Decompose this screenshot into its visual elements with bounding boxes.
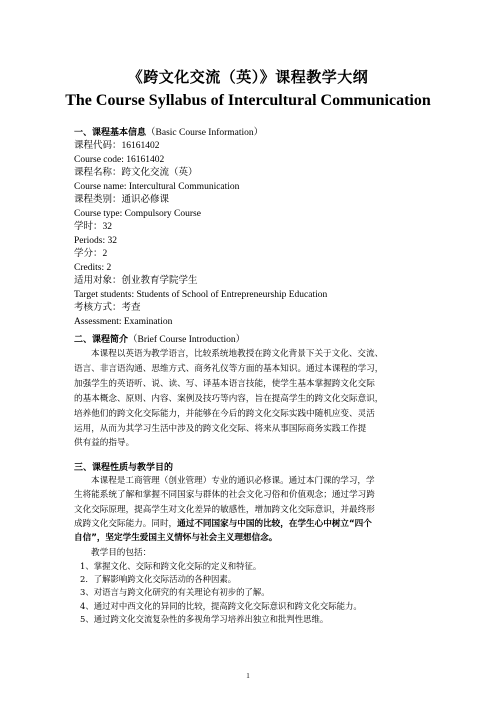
intro-line: 语言、非言语沟通、思维方式、商务礼仪等方面的基本知识。通过本课程的学习，: [74, 363, 384, 374]
course-type-cn: 课程类别：通识必修课: [74, 195, 170, 205]
target-students-cn: 适用对象：创业教育学院学生: [74, 276, 198, 286]
emphasis-text: 通过不同国家与中国的比较，在学生心中树立“四个: [177, 518, 372, 529]
document-title-chinese: 《跨文化交流（英）》课程教学大纲: [127, 68, 369, 86]
section-3-heading-cn: 三、课程性质与教学目的: [74, 463, 174, 473]
intro-line: 供有益的指导。: [74, 438, 135, 449]
section-3-heading: [74, 462, 173, 474]
document-title-english: The Course Syllabus of Intercultural Communication: [65, 92, 431, 109]
nature-line: 本课程是工商管理（创业管理）专业的通识必修课。通过本门课的学习，学: [91, 476, 375, 486]
list-item: 1、掌握文化、交际和跨文化交际的定义和特征。: [80, 561, 262, 571]
purpose-intro: 教学目的包括：: [91, 548, 152, 558]
section-1-heading-en: （Basic Course Information）: [146, 128, 264, 138]
section-1-heading-cn: 一、课程基本信息: [74, 128, 147, 138]
nature-line: 文化交际原理，提高学生对文化差异的敏感性，增加跨文化交际意识，并最终形: [74, 504, 375, 515]
intro-line: 的基本概念、原则、内容、案例及技巧等内容，旨在提高学生的跨文化交际意识，: [74, 393, 384, 404]
intro-line: 本课程以英语为教学语言，比较系统地教授在跨文化背景下关于文化、交流、: [91, 349, 384, 359]
intro-line: 运用，从而为其学习生活中涉及的跨文化交际、将来从事国际商务实践工作提: [74, 423, 367, 434]
page-number: 1: [246, 672, 250, 680]
assessment-en: Assessment: Examination: [74, 317, 173, 327]
emphasis-text: 自信”，坚定学生爱国主义情怀与社会主义理想信念。: [74, 533, 278, 544]
credits-en: Credits: 2: [74, 263, 112, 273]
section-2-heading-cn: 二、课程简介: [74, 335, 129, 345]
nature-line-with-emphasis: [74, 517, 422, 531]
section-2-heading-en: （Brief Course Introduction）: [128, 335, 246, 345]
periods-cn: 学时：32: [74, 222, 113, 232]
periods-en: Periods: 32: [74, 236, 118, 246]
section-2-heading: [74, 334, 245, 346]
course-name-en: Course name: Intercultural Communication: [74, 182, 240, 192]
assessment-cn: 考核方式：考查: [74, 303, 141, 313]
intro-line: 加强学生的英语听、说、读、写、译基本语言技能，使学生基本掌握跨文化交际: [74, 378, 375, 389]
nature-line-text: 成跨文化交际能力。同时，: [74, 518, 178, 529]
course-nature-paragraph: [74, 474, 422, 545]
list-item: 5、通过跨文化交流复杂性的多视角学习培养出独立和批判性思维。: [80, 613, 329, 624]
course-introduction-paragraph: [74, 347, 422, 451]
list-item: 4、通过对中西文化的异同的比较，提高跨文化交际意识和跨文化交际能力。: [80, 600, 362, 611]
credits-cn: 学分：2: [74, 249, 108, 259]
section-1-heading: [74, 127, 263, 139]
course-code-cn: 课程代码：16161402: [74, 141, 160, 151]
course-type-en: Course type: Compulsory Course: [74, 209, 201, 219]
target-students-en: Target students: Students of School of Entrepreneurship Education: [74, 290, 328, 300]
course-code-en: Course code: 16161402: [74, 155, 165, 165]
list-item: 2．了解影响跨文化交际活动的各种因素。: [80, 574, 237, 585]
nature-line: 生将能系统了解和掌握不同国家与群体的社会文化习俗和价值观念；通过学习跨: [74, 490, 375, 501]
course-name-cn: 课程名称：跨文化交流（英）: [74, 168, 198, 178]
list-item: 3、对语言与跨文化研究的有关理论有初步的了解。: [80, 587, 270, 598]
intro-line: 培养他们的跨文化交际能力，并能够在今后的跨文化交际实践中随机应变、灵活: [74, 408, 375, 419]
purpose-list: [80, 560, 440, 626]
